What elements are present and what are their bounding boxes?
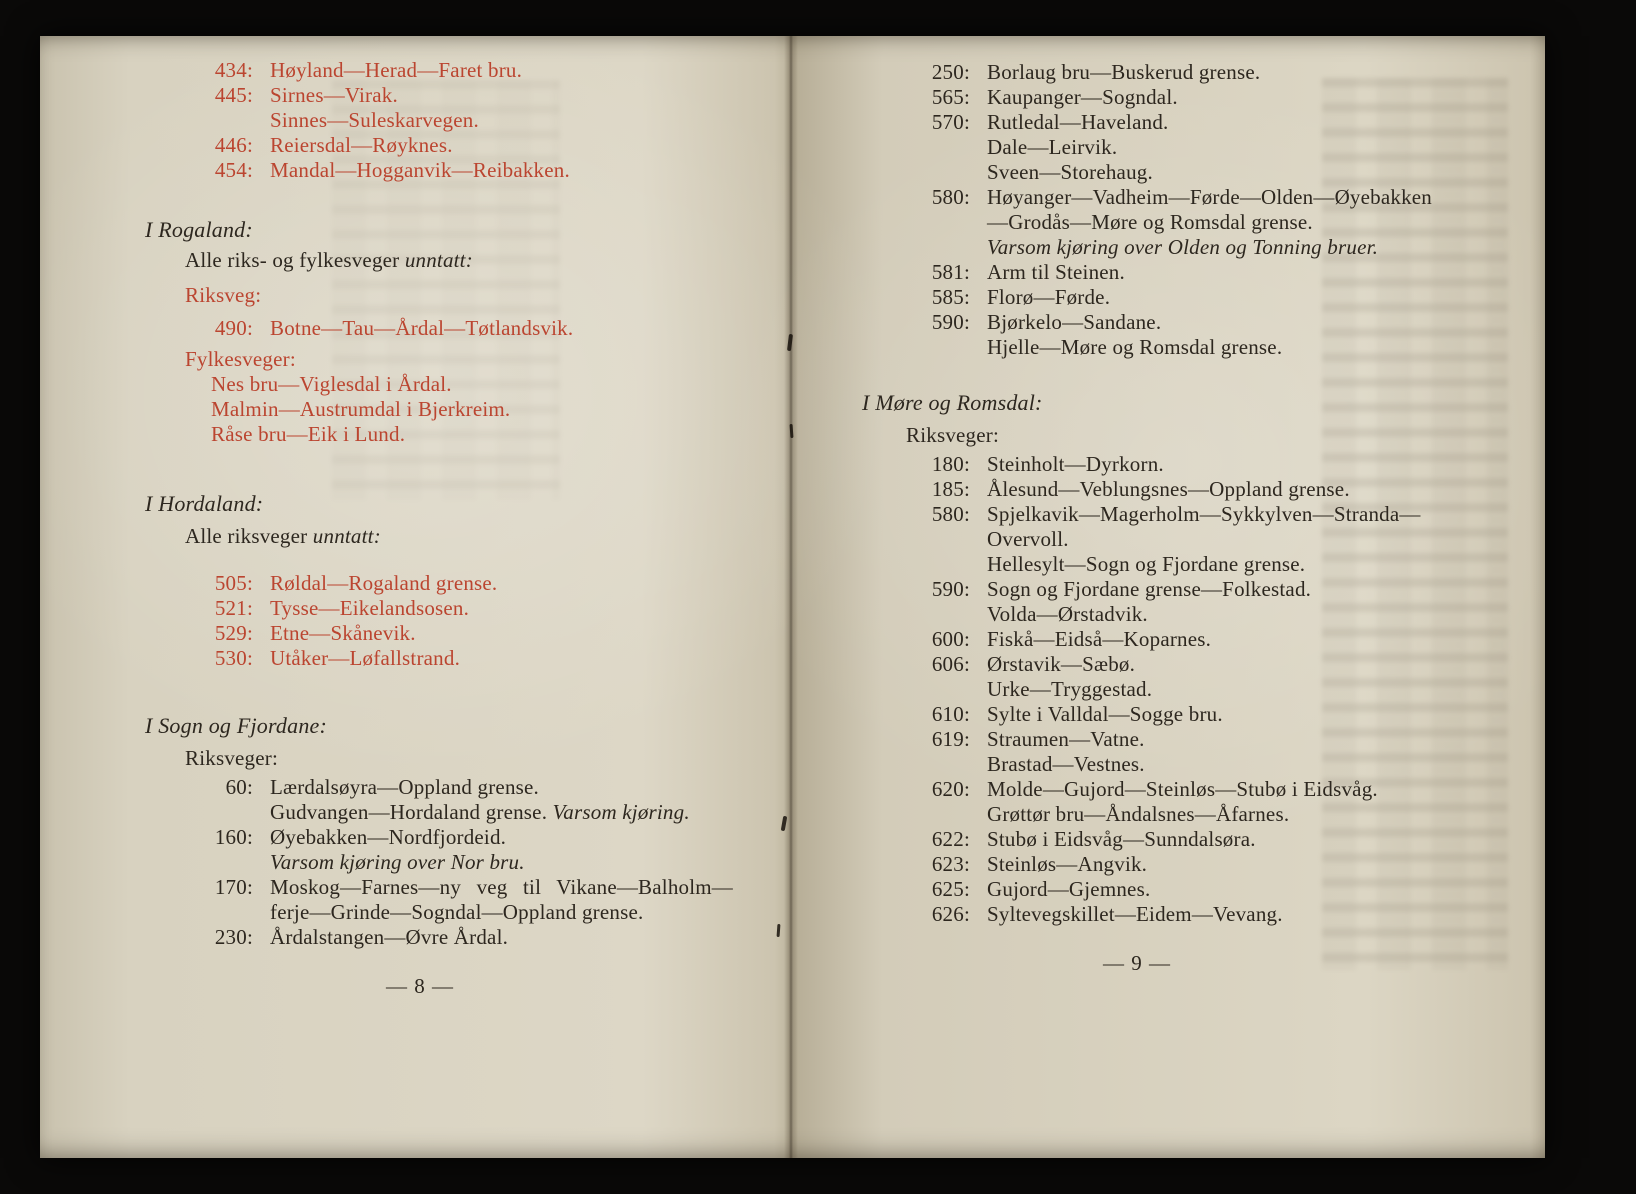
route-text xyxy=(987,285,1450,310)
road-entry xyxy=(862,702,1450,727)
route-number: 530: xyxy=(214,646,253,670)
road-entry xyxy=(862,777,1450,802)
text: Fylkesveger: xyxy=(185,347,296,371)
road-entry xyxy=(862,260,1450,285)
route-text xyxy=(987,752,1450,777)
route-number: 626: xyxy=(931,902,970,926)
route-number: 185: xyxy=(931,477,970,501)
road-entry xyxy=(862,335,1450,360)
route-text xyxy=(987,335,1450,360)
road-entry xyxy=(862,852,1450,877)
text: Sinnes—Suleskarvegen. xyxy=(270,108,479,132)
text: Dale—Leirvik. xyxy=(987,135,1118,159)
road-entry xyxy=(862,652,1450,677)
road-entry xyxy=(862,235,1450,260)
text: Syltevegskillet—Eidem—Vevang. xyxy=(987,902,1283,926)
italic-text: I Sogn og Fjordane: xyxy=(145,713,328,738)
text: Høyanger—Vadheim—Førde—Olden—Øyebakken—Grodås—Møre og Romsdal grense. xyxy=(987,185,1432,234)
road-entry xyxy=(145,621,733,646)
route-number: 170: xyxy=(214,875,253,899)
subheading xyxy=(862,423,1450,448)
category-label xyxy=(145,347,733,372)
text: Rutledal—Haveland. xyxy=(987,110,1169,134)
road-entry xyxy=(862,160,1450,185)
road-entry xyxy=(862,135,1450,160)
text: Etne—Skånevik. xyxy=(270,621,416,645)
route-number: 580: xyxy=(931,185,970,209)
italic-text: unntatt: xyxy=(312,524,381,548)
route-number: 590: xyxy=(931,310,970,334)
route-number xyxy=(145,850,253,875)
text: Nes bru—Viglesdal i Årdal. xyxy=(211,372,452,396)
page-number: — 9 — xyxy=(1103,951,1171,975)
route-text xyxy=(987,627,1450,652)
route-number: 619: xyxy=(931,727,970,751)
road-entry xyxy=(145,58,733,83)
road-entry xyxy=(145,596,733,621)
italic-text: I Møre og Romsdal: xyxy=(862,390,1043,415)
book-spread xyxy=(40,36,1545,1158)
text: Steinløs—Angvik. xyxy=(987,852,1148,876)
route-number xyxy=(862,235,970,260)
route-text xyxy=(270,571,733,596)
route-text xyxy=(987,110,1450,135)
road-entry xyxy=(862,752,1450,777)
route-text xyxy=(987,235,1450,260)
text: Spjelkavik—Magerholm—Sykkylven—Stranda—Overvoll. xyxy=(987,502,1421,551)
road-entry xyxy=(145,316,733,341)
route-number: 454: xyxy=(214,158,253,182)
route-text xyxy=(987,185,1450,235)
road-entry xyxy=(862,827,1450,852)
italic-text: unntatt: xyxy=(404,248,473,272)
route-text xyxy=(987,777,1450,802)
italic-text: Varsom kjøring. xyxy=(552,800,690,824)
road-entry xyxy=(862,310,1450,335)
road-entry xyxy=(145,775,733,800)
route-number xyxy=(862,160,970,185)
road-entry xyxy=(862,552,1450,577)
road-entry xyxy=(145,108,733,133)
road-entry xyxy=(862,285,1450,310)
route-number: 250: xyxy=(931,60,970,84)
text: Gudvangen—Hordaland grense. xyxy=(270,800,553,824)
route-text xyxy=(987,452,1450,477)
route-number xyxy=(145,800,253,825)
section-heading xyxy=(145,491,733,516)
text: Årdalstangen—Øvre Årdal. xyxy=(270,925,509,949)
route-number: 585: xyxy=(931,285,970,309)
text: Bjørkelo—Sandane. xyxy=(987,310,1162,334)
text: Malmin—Austrumdal i Bjerkreim. xyxy=(211,397,511,421)
route-number: 180: xyxy=(931,452,970,476)
text: Sirnes—Virak. xyxy=(270,83,398,107)
route-text xyxy=(987,652,1450,677)
road-entry xyxy=(862,602,1450,627)
text: Volda—Ørstadvik. xyxy=(987,602,1148,626)
text: Røldal—Rogaland grense. xyxy=(270,571,498,595)
page-number: — 8 — xyxy=(386,974,454,998)
subheading xyxy=(145,524,733,549)
route-text xyxy=(987,677,1450,702)
route-number: 600: xyxy=(931,627,970,651)
road-entry xyxy=(145,825,733,850)
note-line xyxy=(145,372,733,397)
ink-speck xyxy=(777,924,781,937)
road-entry xyxy=(862,502,1450,552)
route-number: 610: xyxy=(931,702,970,726)
route-number: 580: xyxy=(931,502,970,526)
road-entry xyxy=(862,60,1450,85)
route-text xyxy=(270,133,733,158)
route-text xyxy=(987,477,1450,502)
route-text xyxy=(987,310,1450,335)
route-text xyxy=(987,727,1450,752)
note-line xyxy=(145,422,733,447)
route-number: 490: xyxy=(214,316,253,340)
route-text xyxy=(987,85,1450,110)
route-number xyxy=(862,335,970,360)
text: Florø—Førde. xyxy=(987,285,1111,309)
text: Utåker—Løfallstrand. xyxy=(270,646,461,670)
road-entry xyxy=(145,875,733,925)
text: Molde—Gujord—Steinløs—Stubø i Eidsvåg. xyxy=(987,777,1378,801)
text: Gujord—Gjemnes. xyxy=(987,877,1151,901)
subheading xyxy=(145,746,733,771)
road-entry xyxy=(145,800,733,825)
book-gutter xyxy=(784,36,798,1158)
text: Høyland—Herad—Faret bru. xyxy=(270,58,523,82)
route-number: 622: xyxy=(931,827,970,851)
route-text xyxy=(987,827,1450,852)
text: Steinholt—Dyrkorn. xyxy=(987,452,1164,476)
route-number xyxy=(862,552,970,577)
text: Urke—Tryggestad. xyxy=(987,677,1153,701)
category-label xyxy=(145,283,733,308)
route-text xyxy=(987,160,1450,185)
text: Ørstavik—Sæbø. xyxy=(987,652,1136,676)
text: Hellesylt—Sogn og Fjordane grense. xyxy=(987,552,1306,576)
route-text xyxy=(270,775,733,800)
italic-text: Varsom kjøring over Nor bru. xyxy=(270,850,525,874)
road-entry xyxy=(862,85,1450,110)
route-number: 620: xyxy=(931,777,970,801)
road-entry xyxy=(862,677,1450,702)
route-text xyxy=(987,602,1450,627)
route-text xyxy=(987,260,1450,285)
road-entry xyxy=(862,902,1450,927)
road-entry xyxy=(145,646,733,671)
route-text xyxy=(270,646,733,671)
route-text xyxy=(987,552,1450,577)
route-text xyxy=(987,802,1450,827)
subheading xyxy=(145,248,733,273)
route-number: 230: xyxy=(214,925,253,949)
text: Straumen—Vatne. xyxy=(987,727,1145,751)
route-text xyxy=(270,875,733,925)
route-number: 160: xyxy=(214,825,253,849)
route-number xyxy=(862,802,970,827)
text: Hjelle—Møre og Romsdal grense. xyxy=(987,335,1283,359)
route-text xyxy=(270,83,733,108)
text: Alle riksveger xyxy=(185,524,313,548)
route-text xyxy=(270,925,733,950)
road-entry xyxy=(862,110,1450,135)
text: Stubø i Eidsvåg—Sunndalsøra. xyxy=(987,827,1256,851)
route-number xyxy=(862,135,970,160)
text: Sveen—Storehaug. xyxy=(987,160,1153,184)
text: Sogn og Fjordane grense—Folkestad. xyxy=(987,577,1312,601)
section-heading xyxy=(145,713,733,738)
route-number: 434: xyxy=(214,58,253,82)
page-8 xyxy=(145,58,733,999)
italic-text: I Rogaland: xyxy=(145,217,253,242)
road-entry xyxy=(862,477,1450,502)
route-number: 581: xyxy=(931,260,970,284)
route-text xyxy=(987,577,1450,602)
road-entry xyxy=(862,877,1450,902)
page-8-content xyxy=(145,58,733,950)
route-text xyxy=(987,502,1450,552)
route-number: 625: xyxy=(931,877,970,901)
route-number: 445: xyxy=(214,83,253,107)
route-text xyxy=(270,316,733,341)
route-number: 505: xyxy=(214,571,253,595)
road-entry xyxy=(862,452,1450,477)
note-line xyxy=(145,397,733,422)
route-number: 446: xyxy=(214,133,253,157)
route-text xyxy=(987,135,1450,160)
route-number: 529: xyxy=(214,621,253,645)
route-number xyxy=(862,752,970,777)
route-text xyxy=(987,877,1450,902)
section-heading xyxy=(862,390,1450,415)
text: Riksveger: xyxy=(906,423,999,447)
road-entry xyxy=(145,850,733,875)
route-number: 60: xyxy=(225,775,253,799)
route-text xyxy=(270,596,733,621)
road-entry xyxy=(862,802,1450,827)
text: Lærdalsøyra—Oppland grense. xyxy=(270,775,539,799)
text: Mandal—Hogganvik—Reibakken. xyxy=(270,158,570,182)
route-number: 590: xyxy=(931,577,970,601)
road-entry xyxy=(862,627,1450,652)
road-entry xyxy=(862,577,1450,602)
text: Moskog—Farnes—ny veg til Vikane—Balholm—ferje—Grinde—Sogndal—Oppland grense. xyxy=(270,875,733,924)
text: Sylte i Valldal—Sogge bru. xyxy=(987,702,1223,726)
road-entry xyxy=(862,185,1450,235)
route-number: 623: xyxy=(931,852,970,876)
route-number xyxy=(145,108,253,133)
text: Brastad—Vestnes. xyxy=(987,752,1145,776)
text: Kaupanger—Sogndal. xyxy=(987,85,1178,109)
text: Alle riks- og fylkesveger xyxy=(185,248,405,272)
text: Øyebakken—Nordfjordeid. xyxy=(270,825,507,849)
route-text xyxy=(270,621,733,646)
route-text xyxy=(987,902,1450,927)
road-entry xyxy=(145,571,733,596)
road-entry xyxy=(145,133,733,158)
route-text xyxy=(987,60,1450,85)
text: Reiersdal—Røyknes. xyxy=(270,133,453,157)
text: Råse bru—Eik i Lund. xyxy=(211,422,406,446)
text: Riksveger: xyxy=(185,746,278,770)
italic-text: Varsom kjøring over Olden og Tonning bruer. xyxy=(987,235,1379,259)
text: Fiskå—Eidså—Koparnes. xyxy=(987,627,1212,651)
text: Arm til Steinen. xyxy=(987,260,1125,284)
page-9-content xyxy=(862,60,1450,927)
route-text xyxy=(270,850,733,875)
route-text xyxy=(270,825,733,850)
route-number: 521: xyxy=(214,596,253,620)
road-entry xyxy=(862,727,1450,752)
route-text xyxy=(270,108,733,133)
text: Borlaug bru—Buskerud grense. xyxy=(987,60,1261,84)
section-heading xyxy=(145,217,733,242)
road-entry xyxy=(145,158,733,183)
route-number xyxy=(862,602,970,627)
route-text xyxy=(987,702,1450,727)
route-text xyxy=(270,58,733,83)
road-entry xyxy=(145,925,733,950)
route-number: 570: xyxy=(931,110,970,134)
page-9 xyxy=(862,60,1450,976)
route-text xyxy=(270,800,733,825)
route-number: 606: xyxy=(931,652,970,676)
text: Grøttør bru—Åndalsnes—Åfarnes. xyxy=(987,802,1290,826)
route-text xyxy=(987,852,1450,877)
italic-text: I Hordaland: xyxy=(145,491,264,516)
route-number xyxy=(862,677,970,702)
text: Ålesund—Veblungsnes—Oppland grense. xyxy=(987,477,1350,501)
route-text xyxy=(270,158,733,183)
text: Riksveg: xyxy=(185,283,262,307)
text: Tysse—Eikelandsosen. xyxy=(270,596,470,620)
text: Botne—Tau—Årdal—Tøtlandsvik. xyxy=(270,316,574,340)
road-entry xyxy=(145,83,733,108)
route-number: 565: xyxy=(931,85,970,109)
